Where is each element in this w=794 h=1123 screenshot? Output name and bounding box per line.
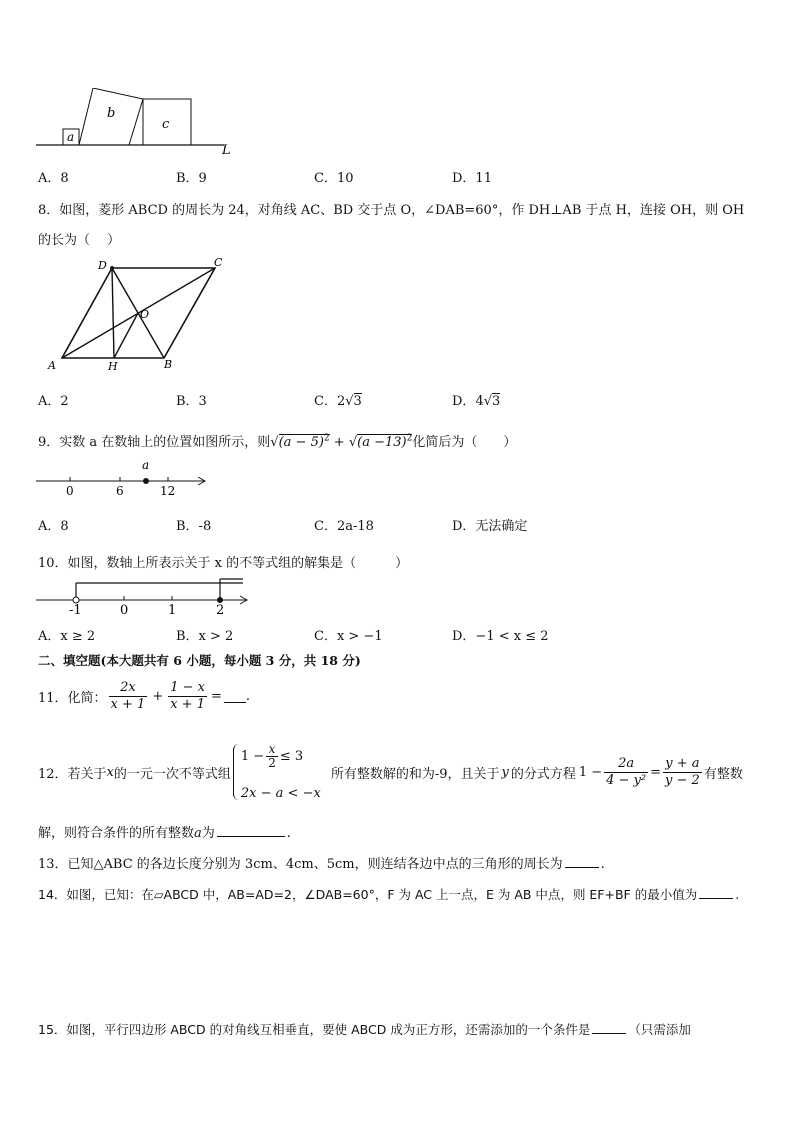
label-H: H [108, 360, 118, 373]
q11-fraction-2 [168, 680, 207, 713]
q7-choice-a: A．8 [38, 171, 69, 186]
q12-ineq2: 2x − a < −x [240, 786, 321, 801]
q15-body: 15．如图，平行四边形 ABCD 的对角线互相垂直，要使 ABCD 成为正方形，还需添加的一个条件是 [38, 1022, 591, 1037]
axis-label-0: 0 [120, 603, 129, 618]
q10-choice-a: A．x ≥ 2 [38, 629, 96, 644]
q9-plus: + [333, 435, 345, 450]
segment-dh [112, 268, 114, 358]
q8-choice-c-label: C． [314, 394, 337, 409]
q8-text-line2: 的长为（ ） [38, 233, 121, 248]
point-d [110, 266, 114, 270]
q12-eq-a: 1 − [578, 764, 603, 780]
point-a [143, 478, 149, 484]
q13-text [38, 853, 605, 872]
q8-choice-d-label: D． [452, 394, 476, 409]
q12-line2 [38, 822, 291, 841]
q8-text-line1: 8．如图，菱形 ABCD 的周长为 24，对角线 AC、BD 交于点 O，∠DAB=60°，作 DH⊥AB 于点 H，连接 OH，则 OH [38, 203, 745, 218]
q10-choice-b: B．x > 2 [176, 629, 234, 644]
q12-var-y: y [501, 764, 509, 780]
q12-var-a: a [194, 826, 202, 841]
q9-choice-a: A．8 [38, 519, 69, 534]
q11-f2-den: x + 1 [170, 697, 205, 712]
q13-end: . [600, 857, 605, 872]
q10-number-line [36, 574, 251, 618]
axis-label-1: 1 [168, 603, 177, 618]
q12-ineq1-frac [266, 743, 278, 770]
q9-expr1: (a − 5) [278, 435, 324, 450]
q12-ineq1 [241, 743, 321, 770]
section2-heading: 二、填空题(本大题共有 6 小题，每小题 3 分，共 18 分) [38, 653, 361, 668]
q12-suffix: 有整数 [703, 766, 743, 782]
q12-line2-suffix: 为 [201, 826, 215, 841]
q15-answer-blank[interactable] [592, 1021, 626, 1034]
q10-choice-c: C．x > −1 [314, 629, 383, 644]
axis-label-6: 6 [116, 484, 124, 498]
q11-fraction-1 [109, 680, 148, 713]
q9-prefix: 9．实数 a 在数轴上的位置如图所示，则 [38, 435, 271, 450]
q12-prefix: 12．若关于 [38, 766, 107, 782]
axis-label-2: 2 [216, 603, 225, 618]
q8-choice-d-coef: 4 [475, 394, 484, 409]
q11-prefix: 11．化简： [38, 691, 107, 706]
q12-line2-end: . [286, 826, 291, 841]
point-a-label: a [142, 458, 150, 472]
q12-ineq1-a: 1 − [240, 749, 265, 764]
q15-text [38, 1020, 691, 1038]
q8-choice-b: B．3 [176, 394, 207, 409]
label-D: D [98, 259, 107, 272]
axis-label-minus1: -1 [69, 603, 82, 618]
q11-f2-num: 1 − x [170, 680, 205, 695]
q9-sqrt2: $√(a -13)^2$ [348, 433, 413, 450]
q12-line1 [38, 742, 743, 802]
q9-exp1: 2 [323, 433, 330, 444]
q8-choice-c: C．2√3 [314, 394, 362, 409]
q12-ineq1-num: x [266, 743, 278, 757]
q12-ineq1-b: ≤ 3 [279, 749, 304, 764]
q8-choice-d-radicand: 3 [492, 394, 501, 409]
q8-rhombus-figure [36, 254, 236, 374]
q13-body: 13．已知△ABC 的各边长度分别为 3cm、4cm、5cm，则连结各边中点的三角形的周长为 [38, 857, 563, 872]
q12-eq-den1: 4 − y² [606, 772, 647, 788]
q12-mid3: 的分式方程 [510, 766, 576, 782]
q9-sqrt1: $√(a - 5)^2$ [270, 433, 330, 450]
q12-answer-blank[interactable] [217, 824, 285, 837]
q15-end: （只需添加 [628, 1022, 691, 1037]
q10-choice-d: D．−1 < x ≤ 2 [452, 629, 549, 644]
q14-answer-blank[interactable] [699, 886, 733, 899]
label-O: O [140, 308, 150, 321]
q7-figure [36, 88, 246, 160]
axis-label-12: 12 [160, 484, 176, 498]
q12-eq-den2: y − 2 [665, 772, 700, 788]
q9-expr2: (a −13) [357, 435, 407, 450]
q12-eq-frac1 [604, 756, 648, 789]
q8-choice-d: D．4√3 [452, 394, 501, 409]
q7-choice-b: B．9 [176, 171, 207, 186]
q12-eq-num2: y + a [663, 756, 702, 773]
label-B: B [164, 358, 173, 371]
q12-var-x: x [106, 764, 114, 780]
q11-eq: = [210, 689, 222, 704]
q9-choice-c: C．2a-18 [314, 519, 374, 534]
q12-eq-eq: = [650, 764, 662, 780]
q7-choice-c: C．10 [314, 171, 354, 186]
q14-text [38, 885, 739, 903]
q9-exp2: 2 [406, 433, 413, 444]
q14-body: 14．如图，已知：在▱ABCD 中，AB=AD=2，∠DAB=60°，F 为 AC 上一点，E 为 AB 中点，则 EF+BF 的最小值为 [38, 887, 698, 902]
q9-text [38, 431, 516, 450]
q12-line2-prefix: 解，则符合条件的所有整数 [38, 826, 195, 841]
q12-mid1: 的一元一次不等式组 [113, 766, 231, 782]
q10-text: 10．如图，数轴上所表示关于 x 的不等式组的解集是（ ） [38, 556, 409, 571]
label-C: C [214, 256, 223, 269]
q12-mid2: 所有整数解的和为-9，且关于 [330, 766, 500, 782]
q9-suffix: 化简后为（ ） [412, 435, 517, 450]
q12-system [241, 743, 321, 801]
q12-ineq1-den: 2 [268, 756, 276, 770]
q8-choice-c-radicand: 3 [353, 394, 362, 409]
q8-choice-c-coef: 2 [336, 394, 346, 409]
q11-f1-den: x + 1 [110, 697, 146, 712]
q11-text [38, 680, 250, 713]
label-A: A [48, 359, 56, 372]
q12-eq-frac2 [663, 756, 702, 789]
q11-f1-num: 2x [109, 680, 148, 697]
label-L: L [222, 143, 231, 158]
q9-choice-d: D．无法确定 [452, 519, 528, 534]
label-a: a [67, 130, 75, 144]
q11-end: . [245, 689, 251, 704]
label-b: b [107, 106, 116, 121]
q8-choice-a: A．2 [38, 394, 69, 409]
q11-plus: + [152, 689, 164, 704]
q9-choice-b: B．-8 [176, 519, 212, 534]
q14-end: . [735, 887, 740, 902]
label-c: c [162, 117, 170, 132]
axis-label-0: 0 [66, 484, 74, 498]
q12-system-brace [233, 744, 241, 800]
q11-answer-blank[interactable] [224, 690, 246, 703]
q9-number-line [36, 457, 216, 501]
q7-choice-d: D．11 [452, 171, 492, 186]
q13-answer-blank[interactable] [565, 855, 599, 868]
q12-eq-num1: 2a [604, 756, 648, 773]
